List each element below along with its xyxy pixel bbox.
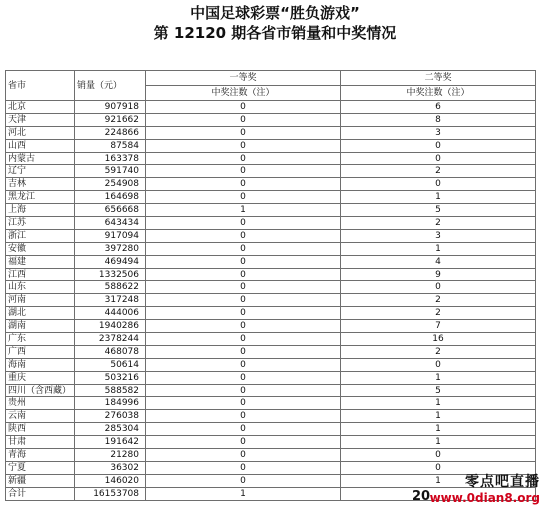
table-row: [6, 139, 536, 152]
cell-first-prize: 1: [146, 487, 341, 500]
cell-first-prize: 0: [146, 436, 341, 449]
cell-sales: 397280: [75, 242, 146, 255]
cell-sales: 469494: [75, 255, 146, 268]
cell-sales: 21280: [75, 449, 146, 462]
cell-first-prize: 0: [146, 191, 341, 204]
cell-first-prize: 1: [146, 204, 341, 217]
cell-sales: 224866: [75, 126, 146, 139]
cell-province: 重庆: [6, 371, 75, 384]
cell-second-prize: 1: [341, 242, 536, 255]
cell-second-prize: 0: [341, 281, 536, 294]
cell-first-prize: 0: [146, 345, 341, 358]
cell-first-prize: 0: [146, 358, 341, 371]
cell-sales: 921662: [75, 113, 146, 126]
table-row: [6, 333, 536, 346]
cell-first-prize: 0: [146, 178, 341, 191]
header-province: 省市: [6, 71, 75, 101]
table-row: [6, 229, 536, 242]
cell-province: 山东: [6, 281, 75, 294]
cell-second-prize: 9: [341, 268, 536, 281]
table-row: [6, 449, 536, 462]
cell-sales: 184996: [75, 397, 146, 410]
cell-province: 河北: [6, 126, 75, 139]
cell-province: 辽宁: [6, 165, 75, 178]
cell-province: 福建: [6, 255, 75, 268]
table-row: [6, 204, 536, 217]
table-body: [6, 101, 536, 501]
cell-sales: 146020: [75, 474, 146, 487]
cell-first-prize: 0: [146, 371, 341, 384]
cell-second-prize: 0: [341, 461, 536, 474]
cell-first-prize: 0: [146, 307, 341, 320]
cell-second-prize: 2: [341, 217, 536, 230]
cell-sales: 276038: [75, 410, 146, 423]
cell-sales: 317248: [75, 294, 146, 307]
table-row: [6, 126, 536, 139]
page-subtitle: 第 12120 期各省市销量和中奖情况: [153, 24, 397, 42]
cell-first-prize: 0: [146, 281, 341, 294]
table-row: [6, 345, 536, 358]
cell-second-prize: 0: [341, 358, 536, 371]
cell-sales: 163378: [75, 152, 146, 165]
cell-first-prize: 0: [146, 320, 341, 333]
cell-sales: 656668: [75, 204, 146, 217]
cell-sales: 444006: [75, 307, 146, 320]
cell-second-prize: 7: [341, 320, 536, 333]
cell-first-prize: 0: [146, 217, 341, 230]
cell-second-prize: 5: [341, 204, 536, 217]
cell-sales: 50614: [75, 358, 146, 371]
table-row: [6, 152, 536, 165]
cell-second-prize: 8: [341, 113, 536, 126]
cell-province: 海南: [6, 358, 75, 371]
table-row: [6, 436, 536, 449]
header-first-prize-count: 中奖注数（注）: [146, 86, 341, 101]
cell-first-prize: 0: [146, 423, 341, 436]
cell-second-prize: 0: [341, 449, 536, 462]
cell-second-prize: 2: [341, 345, 536, 358]
table-row: [6, 281, 536, 294]
cell-province: 合计: [6, 487, 75, 500]
table-row: [6, 320, 536, 333]
cell-province: 新疆: [6, 474, 75, 487]
table-row: [6, 217, 536, 230]
table-row: [6, 191, 536, 204]
cell-first-prize: 0: [146, 333, 341, 346]
cell-province: 山西: [6, 139, 75, 152]
cell-second-prize: 0: [341, 178, 536, 191]
cell-sales: 588622: [75, 281, 146, 294]
cell-province: 青海: [6, 449, 75, 462]
cell-first-prize: 0: [146, 255, 341, 268]
cell-first-prize: 0: [146, 397, 341, 410]
cell-sales: 191642: [75, 436, 146, 449]
cell-province: 江西: [6, 268, 75, 281]
page-title: 中国足球彩票“胜负游戏”: [190, 4, 360, 22]
cell-second-prize: 3: [341, 229, 536, 242]
cell-province: 吉林: [6, 178, 75, 191]
cell-province: 湖北: [6, 307, 75, 320]
cell-second-prize: 3: [341, 126, 536, 139]
cell-province: 安徽: [6, 242, 75, 255]
cell-sales: 917094: [75, 229, 146, 242]
cell-sales: 285304: [75, 423, 146, 436]
table-row: [6, 384, 536, 397]
cell-first-prize: 0: [146, 229, 341, 242]
header-second-prize-count: 中奖注数（注）: [341, 86, 536, 101]
cell-first-prize: 0: [146, 242, 341, 255]
cell-first-prize: 0: [146, 152, 341, 165]
cell-province: 四川（含西藏）: [6, 384, 75, 397]
cell-second-prize: 2: [341, 307, 536, 320]
cell-sales: 1940286: [75, 320, 146, 333]
cell-sales: 36302: [75, 461, 146, 474]
cell-province: 陕西: [6, 423, 75, 436]
cell-second-prize: 4: [341, 255, 536, 268]
cell-province: 湖南: [6, 320, 75, 333]
watermark-name: 零点吧直播: [465, 474, 540, 490]
cell-second-prize: 1: [341, 423, 536, 436]
cell-sales: 16153708: [75, 487, 146, 500]
cell-province: 浙江: [6, 229, 75, 242]
cell-second-prize: 5: [341, 384, 536, 397]
table-row: [6, 165, 536, 178]
cell-second-prize: 1: [341, 191, 536, 204]
header-sales: 销量（元）: [75, 71, 146, 101]
cell-sales: 643434: [75, 217, 146, 230]
cell-first-prize: 0: [146, 449, 341, 462]
cell-province: 广东: [6, 333, 75, 346]
cell-sales: 907918: [75, 101, 146, 114]
cell-first-prize: 0: [146, 113, 341, 126]
table-row: [6, 255, 536, 268]
cell-sales: 1332506: [75, 268, 146, 281]
watermark-url: www.0dian8.org: [429, 491, 540, 505]
table-row: [6, 242, 536, 255]
cell-second-prize: 1: [341, 436, 536, 449]
cell-province: 甘肃: [6, 436, 75, 449]
cell-second-prize: 1: [341, 410, 536, 423]
table-row: [6, 371, 536, 384]
cell-first-prize: 0: [146, 268, 341, 281]
header-second-prize: 二等奖: [341, 71, 536, 86]
cell-second-prize: 2: [341, 294, 536, 307]
cell-sales: 164698: [75, 191, 146, 204]
table-row: [6, 423, 536, 436]
cell-sales: 2378244: [75, 333, 146, 346]
table-row: [6, 268, 536, 281]
cell-sales: 468078: [75, 345, 146, 358]
cell-province: 上海: [6, 204, 75, 217]
table-row: [6, 178, 536, 191]
cell-first-prize: 0: [146, 474, 341, 487]
table-row: [6, 113, 536, 126]
cell-second-prize: 16: [341, 333, 536, 346]
table-row: [6, 307, 536, 320]
cell-sales: 87584: [75, 139, 146, 152]
cell-first-prize: 0: [146, 126, 341, 139]
cell-sales: 591740: [75, 165, 146, 178]
cell-first-prize: 0: [146, 101, 341, 114]
header-first-prize: 一等奖: [146, 71, 341, 86]
cell-first-prize: 0: [146, 410, 341, 423]
cell-sales: 254908: [75, 178, 146, 191]
cell-second-prize: 0: [341, 139, 536, 152]
cell-first-prize: 0: [146, 294, 341, 307]
table-header-row: [6, 71, 536, 86]
watermark: [430, 471, 540, 505]
cell-province: 河南: [6, 294, 75, 307]
cell-province: 贵州: [6, 397, 75, 410]
cell-province: 江苏: [6, 217, 75, 230]
cell-second-prize: 6: [341, 101, 536, 114]
cell-sales: 588582: [75, 384, 146, 397]
cell-province: 黑龙江: [6, 191, 75, 204]
cell-province: 天津: [6, 113, 75, 126]
cell-province: 广西: [6, 345, 75, 358]
table-row: [6, 294, 536, 307]
cell-province: 云南: [6, 410, 75, 423]
footer-date-fragment: 20: [412, 489, 431, 504]
cell-second-prize: 1: [341, 397, 536, 410]
cell-province: 北京: [6, 101, 75, 114]
cell-second-prize: 1: [341, 371, 536, 384]
cell-first-prize: 0: [146, 461, 341, 474]
table-row: [6, 410, 536, 423]
cell-first-prize: 0: [146, 165, 341, 178]
cell-first-prize: 0: [146, 384, 341, 397]
cell-second-prize: 0: [341, 152, 536, 165]
table-row: [6, 397, 536, 410]
cell-sales: 503216: [75, 371, 146, 384]
table-row: [6, 101, 536, 114]
cell-second-prize: 2: [341, 165, 536, 178]
cell-province: 内蒙古: [6, 152, 75, 165]
cell-first-prize: 0: [146, 139, 341, 152]
cell-second-prize: 1: [341, 474, 536, 487]
table-row: [6, 358, 536, 371]
sales-table: [5, 70, 536, 501]
cell-province: 宁夏: [6, 461, 75, 474]
